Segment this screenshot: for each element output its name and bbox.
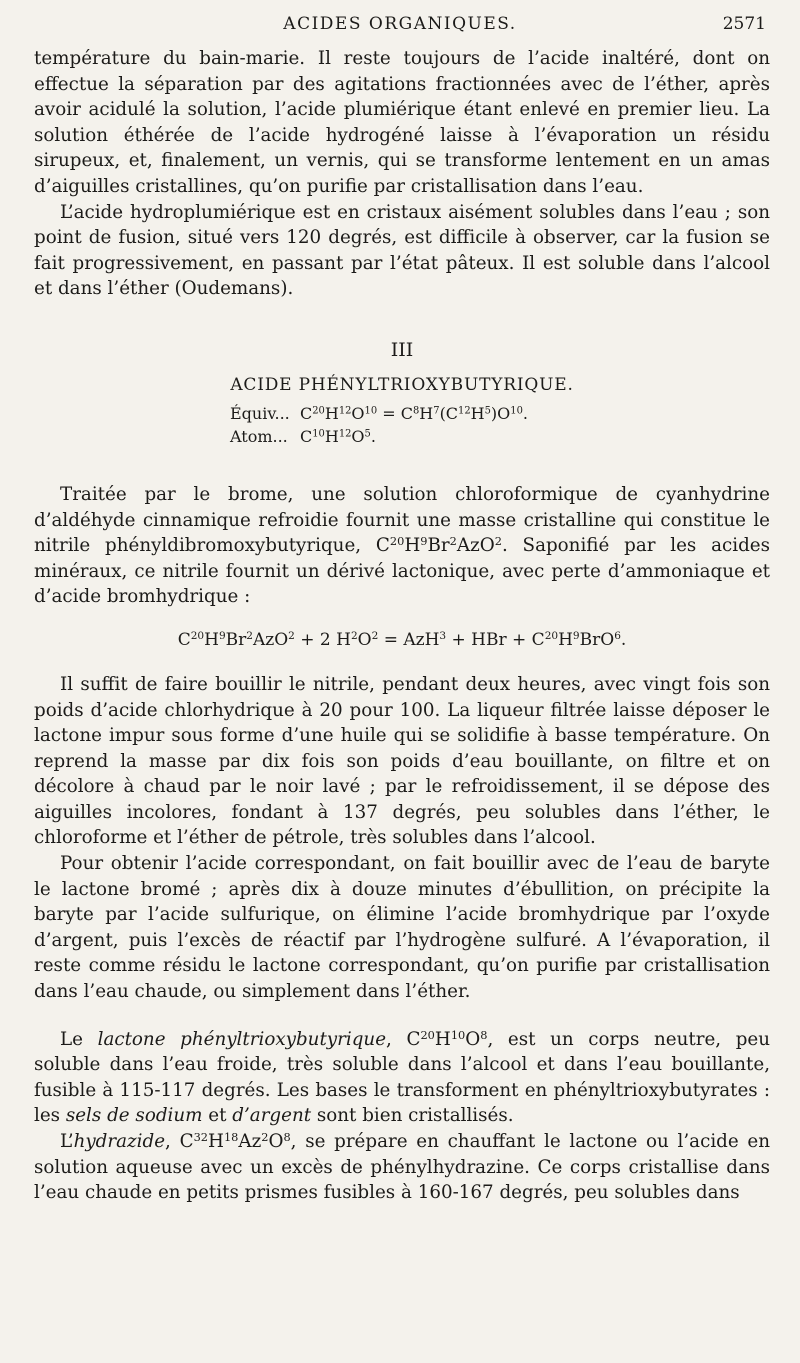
atom-label: Atom... bbox=[230, 426, 288, 446]
section-title: ACIDE PHÉNYLTRIOXYBUTYRIQUE. bbox=[230, 374, 574, 395]
paragraph-1: température du bain-marie. Il reste toujours de l’acide inaltéré, dont on effectue la séparation par des agitations fractionnées avec de l’éther, après avoir acidulé la solution, l’acide plumiérique étant enlevé en premier lieu. La solution éthérée de l’acide hydrogéné laisse à l’évaporation un résidu sirupeux, et, finalement, un vernis, qui se transforme lentement en un amas d’aiguilles cristallines, qu’on purifie par cristallisation dans l’eau. bbox=[34, 48, 770, 197]
equiv-line: Équiv... $C^{20}H^{12}O^{10} = C^8H^7(C^{12}H^5)O^{10}$. bbox=[230, 403, 528, 423]
text-body bbox=[34, 46, 770, 1206]
section-number: III bbox=[390, 338, 414, 361]
paragraph-4: Il suffit de faire bouillir le nitrile, pendant deux heures, avec vingt fois son poids d’acide chlorhydrique à 20 pour 100. La liqueur filtrée laisse déposer le lactone impur sous forme d’une huile qui se solidifie à basse température. On reprend la masse par dix fois son poids d’eau bouillante, on filtre et on décolore à chaud par le noir lavé ; par le refroidissement, il se dépose des aiguilles incolores, fondant à 137 degrés, peu solubles dans l’éther, le chloroforme et l’éther de pétrole, très solubles dans l’alcool. bbox=[34, 673, 770, 849]
equivalent-formula bbox=[230, 402, 770, 448]
running-head-title: ACIDES ORGANIQUES. bbox=[283, 14, 517, 34]
page-number: 2571 bbox=[722, 14, 766, 34]
atom-line: Atom... $C^{10}H^{12}O^5$. bbox=[230, 426, 376, 446]
reaction-equation: $C^{20}H^9Br^2AzO^2 + 2$ $H^2O^2 = AzH^3$ + HBr + $C^{20}H^9BrO^6$. bbox=[177, 629, 627, 650]
equiv-label: Équiv... bbox=[230, 403, 290, 423]
paragraph-6: Le lactone phényltrioxybutyrique, $C^{20}H^{10}O^8$, est un corps neutre, peu soluble dans l’eau froide, très soluble dans l’alcool et dans l’eau bouillante, fusible à 115-117 degrés. Les bases le transforment en phényltrioxybutyrates : les sels de sodium et d’argent sont bien cristallisés. bbox=[34, 1027, 771, 1127]
paragraph-5: Pour obtenir l’acide correspondant, on fait bouillir avec de l’eau de baryte le lactone bromé ; après dix à douze minutes d’ébullition, on précipite la baryte par l’acide sulfurique, on élimine l’acide bromhydrique par l’oxyde d’argent, puis l’excès de réactif par l’hydrogène sulfuré. A l’évaporation, il reste comme résidu le lactone correspondant, qu’on purifie par cristallisation dans l’eau chaude, ou simplement dans l’éther. bbox=[34, 853, 770, 1003]
paragraph-3: Traitée par le brome, une solution chloroformique de cyanhydrine d’aldéhyde cinnamique refroidie fournit une masse cristalline qui constitue le nitrile phényldibromoxybutyrique, $C^{20}H^9Br^2AzO^2$. Saponifié par les acides minéraux, ce nitrile fournit un dérivé lactonique, avec perte d’ammoniaque et d’acide bromhydrique : bbox=[34, 483, 770, 608]
running-head bbox=[0, 14, 800, 38]
paragraph-2: L’acide hydroplumiérique est en cristaux aisément solubles dans l’eau ; son point de fusion, situé vers 120 degrés, est difficile à observer, car la fusion se fait progressivement, en passant par l’état pâteux. Il est soluble dans l’alcool et dans l’éther (Oudemans). bbox=[34, 201, 770, 300]
paragraph-7: L’hydrazide, $C^{32}H^{18}Az^2O^8$, se prépare en chauffant le lactone ou l’acide en solution aqueuse avec un excès de phénylhydrazine. Ce corps cristallise dans l’eau chaude en petits prismes fusibles à 160-167 degrés, peu solubles dans bbox=[34, 1129, 771, 1204]
